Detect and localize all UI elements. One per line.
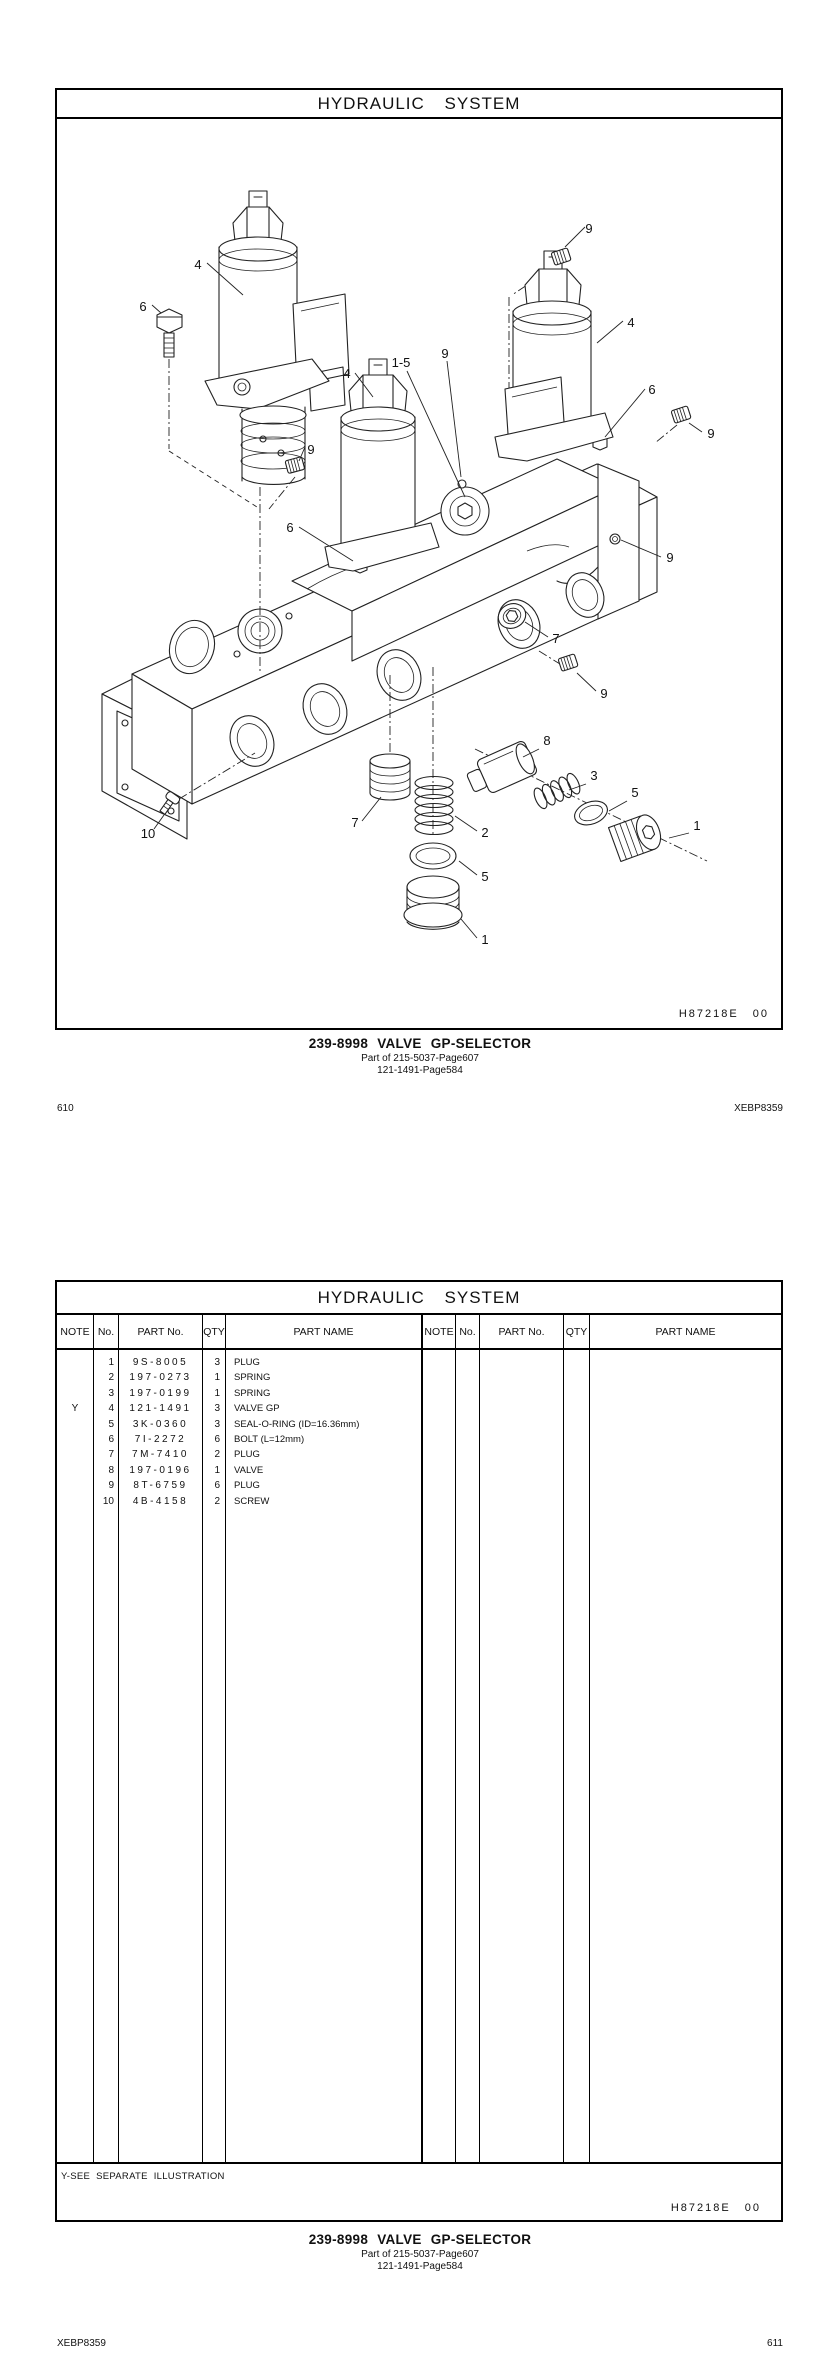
- header-part-name: PART NAME: [226, 1315, 423, 1348]
- cell-part_no: 197-0273: [129, 1372, 192, 1384]
- table-note: Y-SEE SEPARATE ILLUSTRATION: [57, 2162, 781, 2188]
- column-part-no: [119, 1350, 203, 2162]
- cell-note: [57, 1417, 93, 1432]
- media-number-left: XEBP8359: [57, 2338, 106, 2349]
- cell-part_name: SCREW: [234, 1495, 270, 1507]
- page2-title: HYDRAULIC SYSTEM: [57, 1282, 781, 1315]
- solenoid-valve-left: [205, 191, 349, 484]
- cell-part_no: 121-1491: [129, 1403, 192, 1415]
- cell-qty: 1: [214, 1372, 220, 1384]
- cell-no: 9: [108, 1480, 114, 1492]
- cell-no: 7: [108, 1449, 114, 1461]
- valve-8-part: [463, 740, 539, 800]
- cell-note: Y: [71, 1403, 79, 1415]
- solenoid-valve-center: [325, 359, 439, 571]
- header-qty-2: QTY: [564, 1315, 590, 1348]
- cell-qty: 3: [214, 1357, 220, 1368]
- column-part-name: [226, 1350, 423, 2162]
- seal-ring-5-part: [571, 797, 610, 829]
- footer-page1: [57, 1103, 783, 1114]
- solenoid-valve-right: [495, 251, 613, 461]
- cell-qty: 2: [214, 1495, 220, 1507]
- plug-7-part: [370, 754, 410, 800]
- drawing-ref-page1: H87218E 00: [678, 1008, 769, 1020]
- cell-part_name: VALVE: [234, 1464, 264, 1476]
- header-no: No.: [94, 1315, 119, 1348]
- callout-6: 6: [286, 520, 294, 535]
- callout-5: 5: [481, 869, 489, 884]
- column-no-2: [456, 1350, 480, 2162]
- callout-9: 9: [307, 442, 315, 457]
- media-number-right: XEBP8359: [734, 1103, 783, 1114]
- cell-note: [57, 1463, 93, 1478]
- cell-note: [57, 1432, 93, 1447]
- cell-no: 6: [108, 1433, 114, 1445]
- drawing-ref-page2: H87218E 00: [670, 2202, 761, 2214]
- exploded-view-diagram: [57, 119, 781, 1028]
- plug-9-part: [551, 248, 571, 266]
- cell-no: 4: [108, 1403, 114, 1415]
- cell-qty: 3: [214, 1418, 220, 1430]
- column-part-name-2: [590, 1350, 781, 2162]
- caption-title: 239-8998 VALVE GP-SELECTOR: [308, 1036, 532, 1051]
- header-part-no-2: PART No.: [480, 1315, 564, 1348]
- caption-page1: [0, 1036, 840, 1078]
- cell-qty: 3: [214, 1403, 220, 1415]
- callout-2: 2: [481, 825, 489, 840]
- callout-9: 9: [666, 550, 674, 565]
- header-part-no: PART No.: [119, 1315, 203, 1348]
- cell-part_no: 7M-7410: [132, 1449, 189, 1461]
- column-part-no-2: [480, 1350, 564, 2162]
- cell-part_no: 4B-4158: [132, 1495, 189, 1507]
- callout-4: 4: [194, 257, 202, 272]
- callout-9: 9: [600, 686, 608, 701]
- cell-part_name: SPRING: [234, 1387, 271, 1399]
- callout-7: 7: [351, 815, 359, 830]
- bolt-6-part: [157, 309, 182, 357]
- callout-6: 6: [139, 299, 147, 314]
- cell-part_name: PLUG: [234, 1449, 260, 1461]
- callout-1: 1: [693, 818, 701, 833]
- plug-1-part: [609, 812, 665, 862]
- cell-qty: 6: [214, 1480, 220, 1492]
- column-qty: [203, 1350, 226, 2162]
- cell-part_name: VALVE GP: [234, 1403, 280, 1415]
- callout-9: 9: [707, 426, 715, 441]
- callout-5: 5: [631, 785, 639, 800]
- header-part-name-2: PART NAME: [655, 1325, 716, 1338]
- column-note-2: [423, 1350, 456, 2162]
- cell-no: 2: [108, 1372, 114, 1384]
- page1-title: HYDRAULIC SYSTEM: [57, 90, 781, 119]
- header-qty: QTY: [203, 1315, 226, 1348]
- cell-note: [57, 1447, 93, 1462]
- caption-title: 239-8998 VALVE GP-SELECTOR: [308, 2232, 532, 2247]
- callout-7: 7: [552, 631, 560, 646]
- plug-9-part: [558, 654, 578, 672]
- table-header: [57, 1315, 781, 1350]
- cell-part_no: 8T-6759: [133, 1480, 188, 1492]
- cell-part_no: 3K-0360: [132, 1418, 189, 1430]
- spring-3-part: [532, 772, 583, 811]
- cell-note: [57, 1478, 93, 1493]
- table-body: [57, 1350, 781, 2162]
- callout-9: 9: [441, 346, 449, 361]
- cell-no: 1: [108, 1357, 114, 1368]
- cell-note: [57, 1355, 93, 1370]
- callout-4: 4: [627, 315, 635, 330]
- cell-qty: 1: [214, 1387, 220, 1399]
- cell-part_name: PLUG: [234, 1357, 260, 1368]
- caption-line2: Part of 215-5037-Page607: [361, 2248, 479, 2260]
- cell-note: [57, 1386, 93, 1401]
- caption-page2: [0, 2232, 840, 2274]
- page-number-right: 611: [767, 2338, 783, 2349]
- column-note: [57, 1350, 94, 2162]
- page-number-left: 610: [57, 1103, 74, 1114]
- callout-1-5: 1-5: [391, 355, 411, 370]
- cell-part_name: SEAL-O-RING (ID=16.36mm): [234, 1418, 360, 1430]
- callout-1: 1: [481, 932, 489, 947]
- cell-part_no: 197-0199: [129, 1387, 192, 1399]
- cell-qty: 2: [214, 1449, 220, 1461]
- header-note-2: NOTE: [423, 1315, 456, 1348]
- cell-note: [57, 1494, 93, 1509]
- callout-4: 4: [343, 366, 351, 381]
- cell-part_name: BOLT (L=12mm): [234, 1433, 305, 1445]
- page-1: [55, 88, 783, 1030]
- cell-no: 5: [108, 1418, 114, 1430]
- cell-note: [57, 1370, 93, 1385]
- column-qty-2: [564, 1350, 590, 2162]
- callout-9: 9: [585, 221, 593, 236]
- caption-line3: 121-1491-Page584: [377, 1065, 463, 1077]
- cell-no: 3: [108, 1387, 114, 1399]
- cell-part_name: PLUG: [234, 1480, 260, 1492]
- cell-qty: 1: [214, 1464, 220, 1476]
- cell-part_no: 7I-2272: [134, 1433, 187, 1445]
- plug-9-part: [285, 457, 305, 474]
- header-no-2: No.: [456, 1315, 480, 1348]
- cell-part_name: SPRING: [234, 1372, 271, 1384]
- plug-1-part: [404, 876, 462, 929]
- callout-8: 8: [543, 733, 551, 748]
- header-note: NOTE: [57, 1315, 94, 1348]
- seal-ring-5-part: [410, 843, 456, 869]
- footer-page2: [57, 2338, 783, 2349]
- cell-part_no: 197-0196: [129, 1464, 192, 1476]
- plug-9-part: [671, 406, 691, 424]
- callout-10: 10: [140, 826, 156, 841]
- callout-6: 6: [648, 382, 656, 397]
- callout-3: 3: [590, 768, 598, 783]
- cell-no: 8: [108, 1464, 114, 1476]
- column-no: [94, 1350, 119, 2162]
- cell-qty: 6: [214, 1433, 220, 1445]
- caption-line2: Part of 215-5037-Page607: [361, 1052, 479, 1064]
- page-2: [55, 1280, 783, 2222]
- caption-line3: 121-1491-Page584: [377, 2261, 463, 2273]
- spring-2-part: [415, 777, 453, 835]
- cell-part_no: 9S-8005: [132, 1357, 189, 1368]
- cell-no: 10: [102, 1495, 114, 1507]
